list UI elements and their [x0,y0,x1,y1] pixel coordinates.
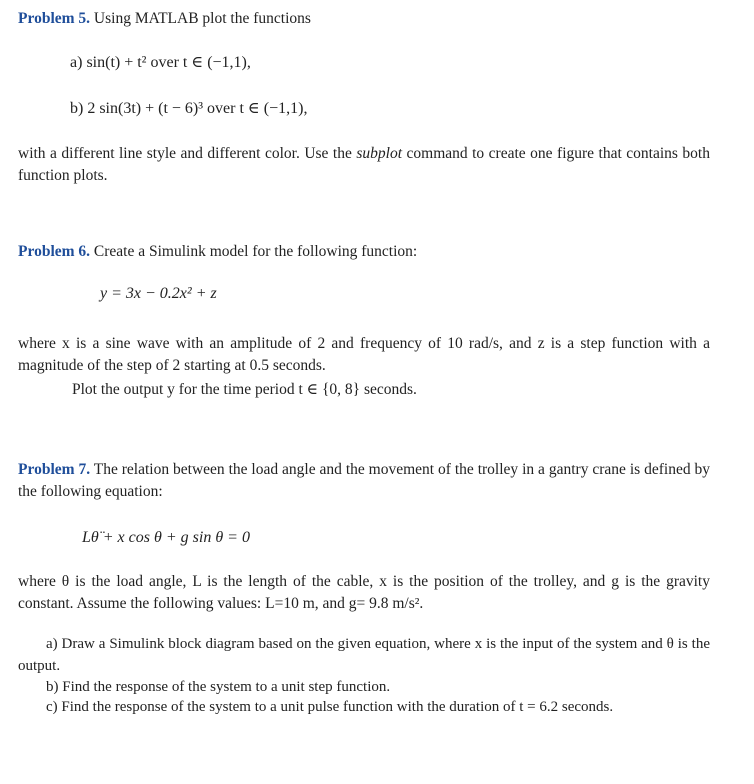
problem-5b-equation: 2 sin(3t) + (t − 6)³ over t ∈ (−1,1), [87,100,308,117]
problem-5a-equation: sin(t) + t² over t ∈ (−1,1), [86,54,251,71]
problem-7-item-a-text: a) Draw a Simulink block diagram based on the given equation, where x is the input of the system and θ is the output. [18,636,710,674]
problem-6-description: where x is a sine wave with an amplitude of 2 and frequency of 10 rad/s, and z is a step function with a magnitude of the step of 2 starting at 0.5 seconds. [18,335,710,374]
problem-5-title: Problem 5. [18,10,91,27]
problem-7-description: where θ is the load angle, L is the length of the cable, x is the position of the trolley, and g is the gravity constant. Assume the following values: L=10 m, and g= 9.8 m/s². [18,573,710,612]
problem-7-item-b-text: b) Find the response of the system to a unit step function. [46,679,391,695]
problem-7-heading [18,459,710,503]
problem-7-item-c-text: c) Find the response of the system to a unit pulse function with the duration of t = 6.2 seconds. [46,699,614,715]
problem-6-title: Problem 6. [18,243,91,260]
problem-6-plot-instruction: Plot the output y for the time period t ∈ {0, 8} seconds. [72,381,417,398]
problem-7-item-a [18,633,710,677]
problem-5-desc-part2: command to create one figure that contains both function plots. [18,145,710,184]
problem-5-desc-part1: with a different line style and different color. Use the [18,145,357,162]
problem-5-heading [18,8,710,30]
problem-5b [70,98,307,120]
problem-6-equation: y = 3x − 0.2x² + z [100,285,217,302]
problem-5a-label: a) [70,54,83,71]
problem-7-item-c [18,696,710,718]
problem-5-description [18,143,710,187]
problem-7-item-b [18,676,710,698]
problem-5b-label: b) [70,100,84,117]
problem-6-heading [18,241,710,263]
problem-6-intro: Create a Simulink model for the following function: [90,243,418,260]
problem-7-equation: Lθ̈ + x cos θ + g sin θ = 0 [82,529,250,546]
problem-6-plot-wrapper [18,379,710,401]
problem-5a [70,52,251,74]
problem-5-intro: Using MATLAB plot the functions [90,10,311,27]
problem-7-intro: The relation between the load angle and the movement of the trolley in a gantry crane is defined by the following equation: [18,461,711,500]
problem-7-title: Problem 7. [18,461,91,478]
subplot-term: subplot [356,145,403,162]
